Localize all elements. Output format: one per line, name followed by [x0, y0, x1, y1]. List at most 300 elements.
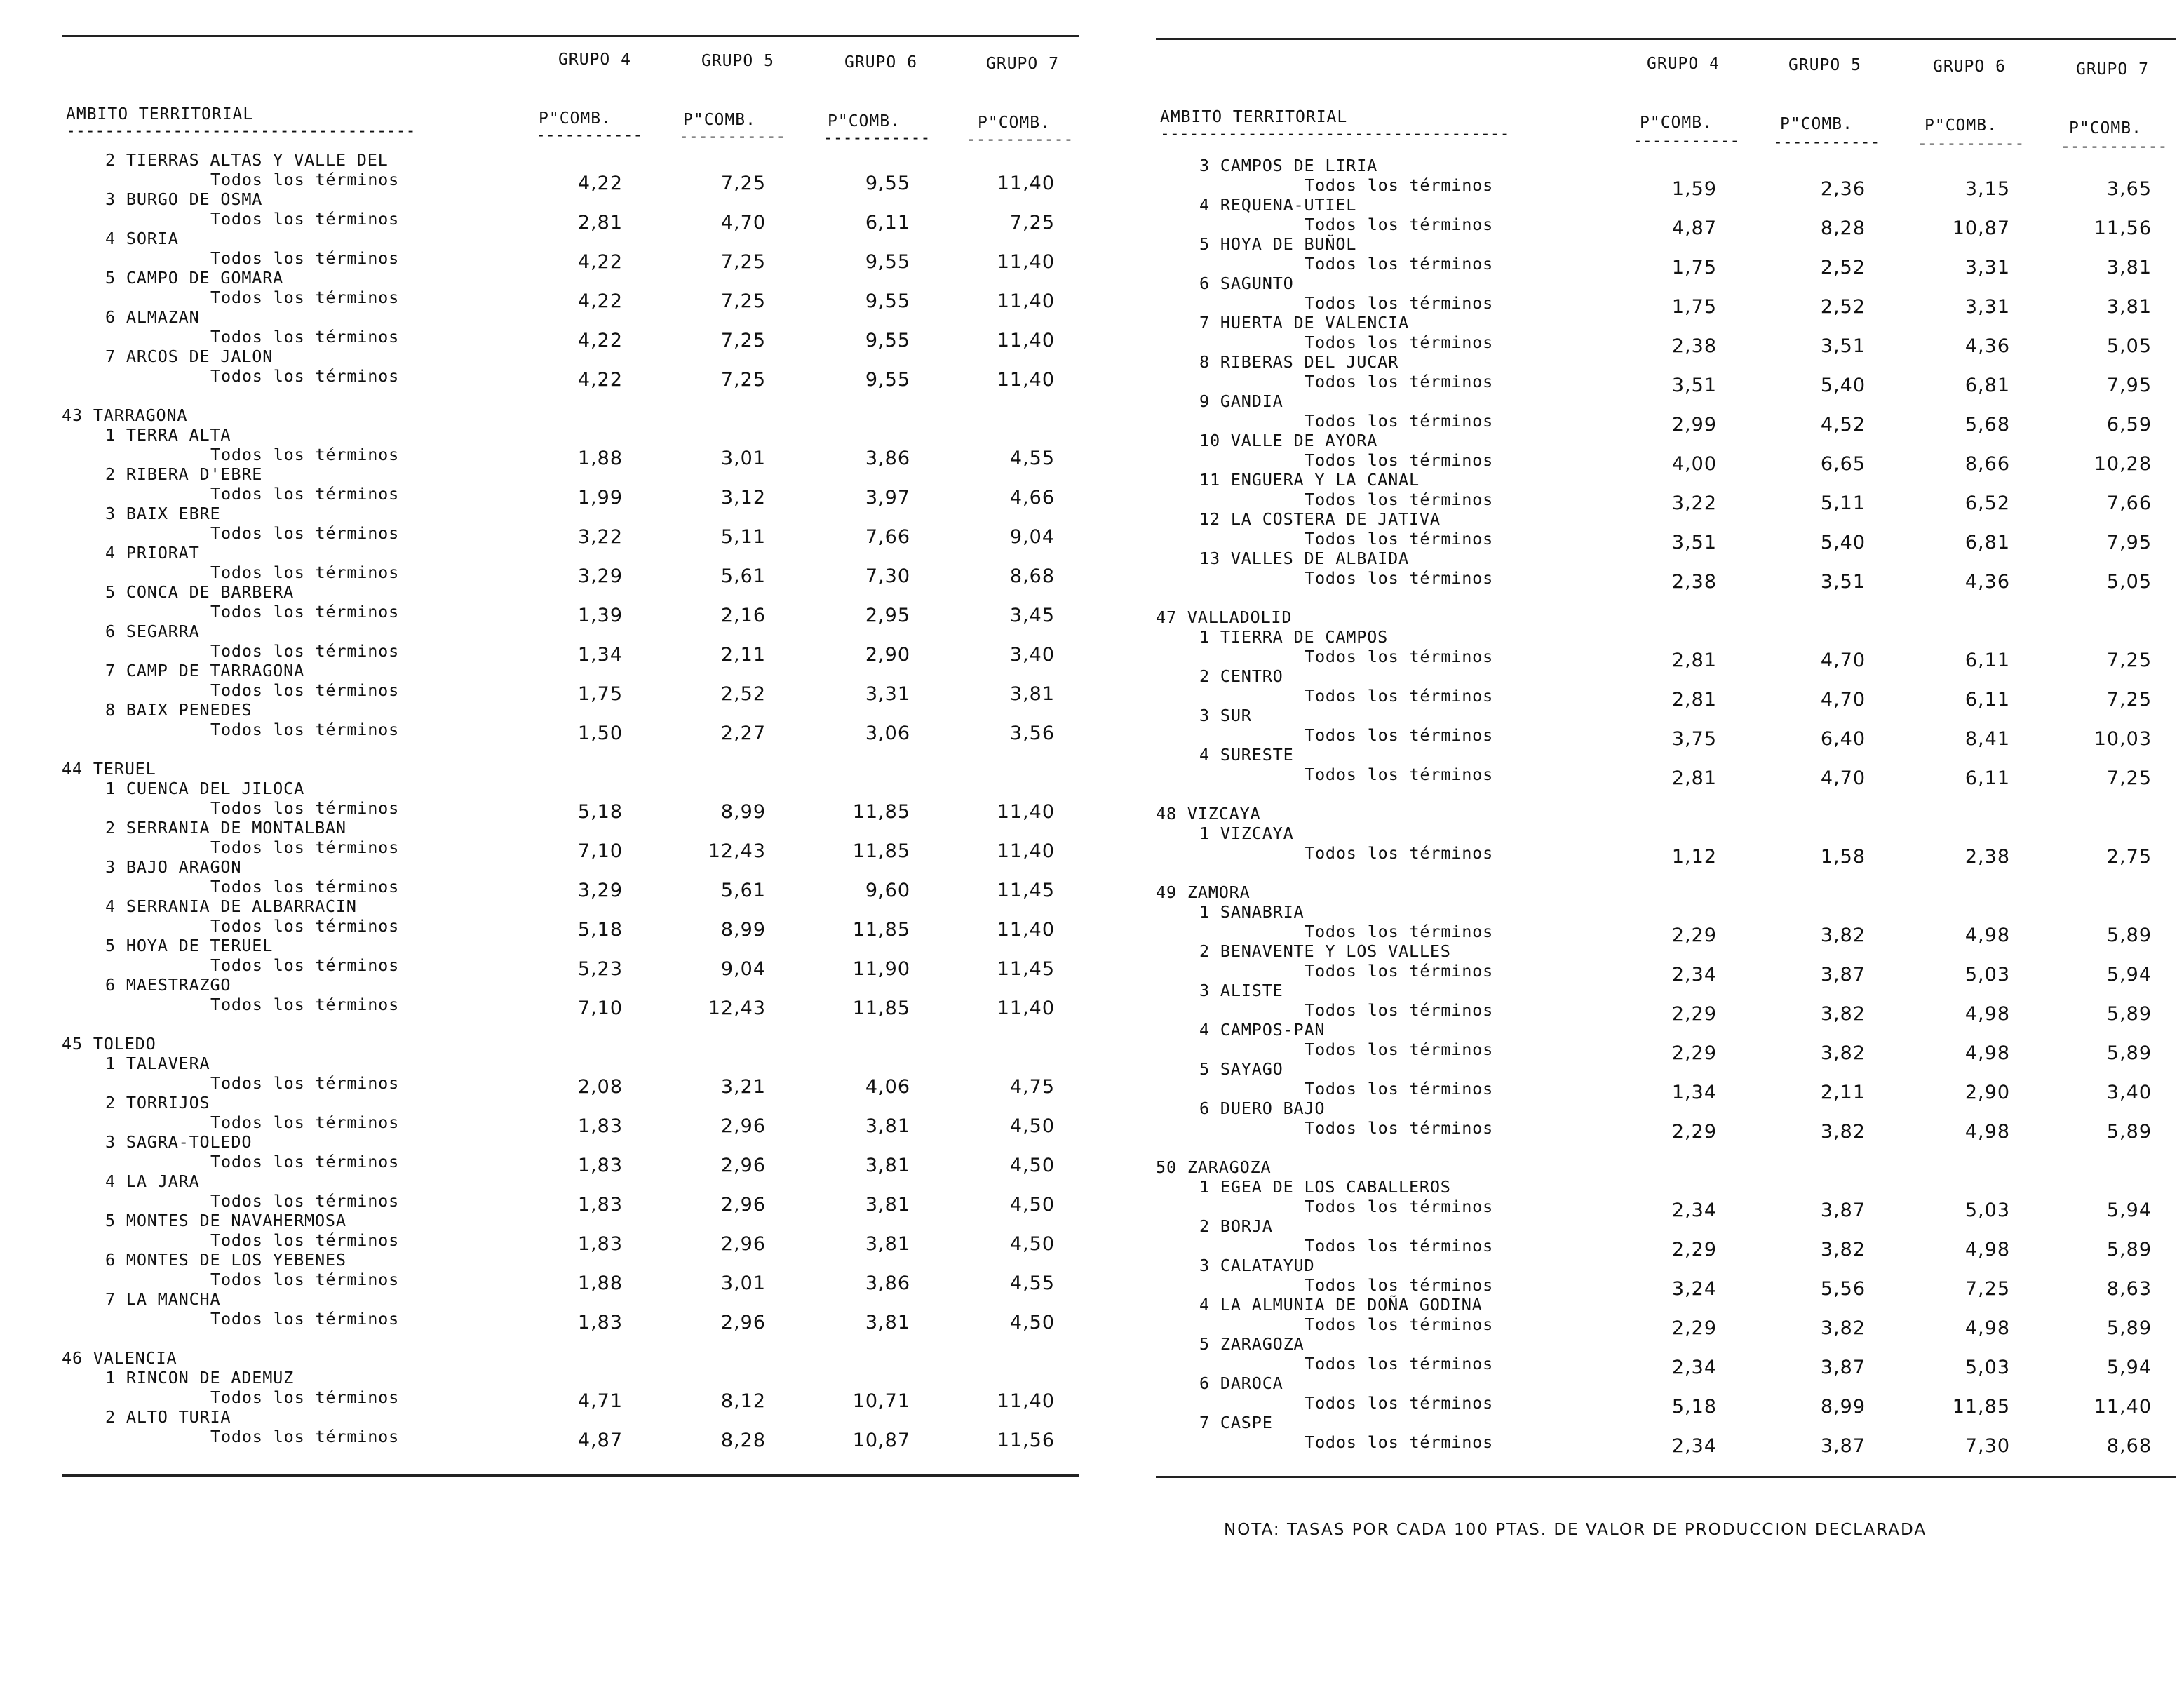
comarca-row: [62, 543, 1114, 563]
terminos-row: [62, 1230, 1114, 1255]
value-grupo-5: 6,40: [1820, 728, 1866, 750]
terminos-row: [62, 366, 1114, 391]
value-grupo-5: 3,87: [1820, 1357, 1866, 1378]
value-grupo-6: 10,87: [852, 1430, 910, 1451]
comarca-row: [1156, 941, 2184, 961]
value-grupo-6: 10,87: [1952, 217, 2010, 239]
row-label: 3 CALATAYUD: [1199, 1256, 1315, 1275]
row-label: 1 TERRA ALTA: [105, 425, 231, 445]
province-row: [1156, 1157, 2184, 1177]
terminos-row: [1156, 450, 2184, 475]
value-grupo-4: 1,88: [577, 1272, 623, 1294]
value-grupo-4: 4,22: [577, 330, 623, 351]
value-grupo-5: 2,96: [720, 1312, 766, 1333]
value-grupo-5: 2,52: [1820, 296, 1866, 318]
value-grupo-6: 4,98: [1964, 1317, 2010, 1339]
terminos-row: [1156, 1079, 2184, 1103]
row-label: 7 HUERTA DE VALENCIA: [1199, 313, 1409, 332]
terminos-row: [1156, 490, 2184, 514]
value-grupo-5: 5,61: [720, 880, 766, 901]
value-grupo-6: 4,98: [1964, 925, 2010, 946]
row-label: Todos los términos: [210, 1309, 400, 1329]
value-grupo-6: 4,98: [1964, 1003, 2010, 1025]
terminos-row: [62, 1191, 1114, 1216]
row-label: Todos los términos: [210, 170, 400, 189]
comarca-row: [62, 425, 1114, 445]
value-grupo-5: 8,99: [720, 801, 766, 823]
comarca-row: [62, 818, 1114, 838]
row-label: Todos los términos: [210, 1152, 400, 1171]
value-grupo-7: 3,40: [1009, 644, 1055, 666]
value-grupo-6: 4,36: [1964, 571, 2010, 593]
terminos-row: [62, 798, 1114, 823]
comarca-row: [1156, 1216, 2184, 1236]
row-label: Todos los términos: [1305, 1118, 1494, 1138]
row-label: 3 BURGO DE OSMA: [105, 189, 263, 209]
row-label: Todos los términos: [1305, 922, 1494, 941]
row-label: 4 PRIORAT: [105, 543, 200, 563]
comarca-row: [1156, 1413, 2184, 1432]
value-grupo-7: 7,25: [2106, 650, 2152, 671]
value-grupo-7: 11,45: [997, 880, 1055, 901]
row-label: Todos los términos: [1305, 1354, 1494, 1373]
terminos-row: [1156, 568, 2184, 593]
terminos-row: [62, 1152, 1114, 1176]
row-label: Todos los términos: [210, 641, 400, 661]
value-grupo-5: 3,82: [1820, 1121, 1866, 1143]
value-grupo-4: 7,10: [577, 997, 623, 1019]
value-grupo-4: 2,81: [1671, 689, 1717, 711]
value-grupo-7: 3,81: [1009, 683, 1055, 705]
row-label: Todos los términos: [210, 955, 400, 975]
comarca-row: [62, 1289, 1114, 1309]
row-label: Todos los términos: [1305, 1393, 1494, 1413]
value-grupo-6: 9,55: [865, 330, 910, 351]
value-grupo-7: 4,55: [1009, 448, 1055, 469]
value-grupo-7: 7,25: [2106, 689, 2152, 711]
value-grupo-6: 9,55: [865, 290, 910, 312]
value-grupo-4: 2,38: [1671, 335, 1717, 357]
header-ambito-underline: ------------------------------------: [1160, 125, 1510, 143]
value-grupo-5: 3,82: [1820, 1042, 1866, 1064]
value-grupo-5: 8,12: [720, 1390, 766, 1412]
header-grupo-5: GRUPO 5: [1788, 56, 1861, 74]
value-grupo-4: 2,08: [577, 1076, 623, 1098]
row-label: 7 CAMP DE TARRAGONA: [105, 661, 305, 680]
value-grupo-6: 3,81: [865, 1115, 910, 1137]
value-grupo-4: 2,81: [1671, 767, 1717, 789]
terminos-row: [1156, 1000, 2184, 1025]
value-grupo-7: 11,40: [997, 919, 1055, 941]
row-label: Todos los términos: [210, 798, 400, 818]
row-label: 3 SAGRA-TOLEDO: [105, 1132, 252, 1152]
terminos-row: [1156, 411, 2184, 436]
row-label: Todos los términos: [1305, 1040, 1494, 1059]
value-grupo-6: 4,98: [1964, 1121, 2010, 1143]
comarca-row: [1156, 431, 2184, 450]
comarca-row: [1156, 549, 2184, 568]
comarca-row: [1156, 1373, 2184, 1393]
value-grupo-5: 3,12: [720, 487, 766, 509]
row-label: Todos los términos: [210, 1113, 400, 1132]
row-label: 5 CONCA DE BARBERA: [105, 582, 295, 602]
value-grupo-6: 2,38: [1964, 846, 2010, 868]
value-grupo-5: 3,82: [1820, 1239, 1866, 1261]
terminos-row: [62, 288, 1114, 312]
row-label: Todos los términos: [1305, 1236, 1494, 1256]
value-grupo-5: 5,56: [1820, 1278, 1866, 1300]
value-grupo-7: 11,40: [997, 330, 1055, 351]
value-grupo-5: 4,70: [1820, 689, 1866, 711]
row-label: 48 VIZCAYA: [1156, 804, 1261, 824]
comarca-row: [1156, 1020, 2184, 1040]
row-label: 3 BAIX EBRE: [105, 504, 221, 523]
row-label: 4 SORIA: [105, 229, 179, 248]
terminos-row: [62, 1270, 1114, 1294]
header-pcomb-underline-6: -----------: [823, 129, 931, 147]
comarca-row: [1156, 666, 2184, 686]
row-label: Todos los términos: [210, 916, 400, 936]
value-grupo-6: 6,11: [1964, 767, 2010, 789]
value-grupo-6: 3,31: [1964, 296, 2010, 318]
header-grupo-5: GRUPO 5: [701, 52, 774, 70]
value-grupo-5: 7,25: [720, 330, 766, 351]
value-grupo-4: 1,83: [577, 1312, 623, 1333]
row-label: 2 SERRANIA DE MONTALBAN: [105, 818, 346, 838]
bottom-rule: [1156, 1476, 2176, 1478]
row-label: 8 BAIX PENEDES: [105, 700, 252, 720]
header-pcomb-underline-6: -----------: [1917, 135, 2025, 153]
value-grupo-6: 5,68: [1964, 414, 2010, 436]
value-grupo-4: 4,22: [577, 251, 623, 273]
terminos-row: [1156, 843, 2184, 868]
row-label: 6 DAROCA: [1199, 1373, 1283, 1393]
spacer-row: [62, 1329, 1114, 1348]
row-label: Todos los términos: [210, 563, 400, 582]
terminos-row: [1156, 647, 2184, 671]
value-grupo-4: 2,29: [1671, 1042, 1717, 1064]
value-grupo-4: 3,29: [577, 565, 623, 587]
value-grupo-4: 1,99: [577, 487, 623, 509]
comarca-row: [1156, 195, 2184, 215]
comarca-row: [1156, 1295, 2184, 1315]
value-grupo-4: 1,34: [577, 644, 623, 666]
comarca-row: [62, 229, 1114, 248]
value-grupo-7: 8,68: [1009, 565, 1055, 587]
value-grupo-6: 5,03: [1964, 1199, 2010, 1221]
terminos-row: [1156, 1040, 2184, 1064]
comarca-row: [1156, 981, 2184, 1000]
row-label: Todos los términos: [1305, 1275, 1494, 1295]
value-grupo-7: 5,89: [2106, 925, 2152, 946]
comarca-row: [62, 1093, 1114, 1113]
value-grupo-5: 8,99: [1820, 1396, 1866, 1418]
row-label: Todos los términos: [1305, 725, 1494, 745]
row-label: Todos los términos: [210, 288, 400, 307]
comarca-row: [62, 779, 1114, 798]
row-label: Todos los términos: [1305, 647, 1494, 666]
value-grupo-5: 12,43: [708, 997, 766, 1019]
value-grupo-6: 9,55: [865, 369, 910, 391]
header-pcomb-underline-7: -----------: [2061, 137, 2168, 156]
value-grupo-4: 3,22: [1671, 492, 1717, 514]
value-grupo-4: 2,29: [1671, 925, 1717, 946]
value-grupo-6: 6,11: [865, 212, 910, 234]
bottom-rule: [62, 1474, 1079, 1477]
value-grupo-5: 7,25: [720, 173, 766, 194]
value-grupo-5: 9,04: [720, 958, 766, 980]
row-label: 1 CUENCA DEL JILOCA: [105, 779, 305, 798]
value-grupo-4: 2,81: [577, 212, 623, 234]
terminos-row: [62, 1073, 1114, 1098]
header-ambito-territorial: AMBITO TERRITORIAL: [1160, 108, 1348, 126]
row-label: 49 ZAMORA: [1156, 882, 1251, 902]
value-grupo-6: 4,98: [1964, 1239, 2010, 1261]
row-label: Todos los términos: [1305, 843, 1494, 863]
value-grupo-5: 2,11: [720, 644, 766, 666]
row-label: 7 CASPE: [1199, 1413, 1273, 1432]
value-grupo-5: 2,16: [720, 605, 766, 626]
comarca-row: [62, 621, 1114, 641]
row-label: Todos los términos: [210, 445, 400, 464]
row-label: Todos los términos: [1305, 372, 1494, 391]
value-grupo-7: 11,40: [997, 1390, 1055, 1412]
row-label: 6 SEGARRA: [105, 621, 200, 641]
header-pcomb-underline-4: -----------: [536, 126, 643, 144]
value-grupo-5: 3,82: [1820, 925, 1866, 946]
header-ambito-territorial: AMBITO TERRITORIAL: [66, 105, 254, 123]
left-table-body: [62, 150, 1114, 1451]
header-ambito-underline: ------------------------------------: [66, 122, 416, 140]
value-grupo-4: 5,23: [577, 958, 623, 980]
value-grupo-6: 9,60: [865, 880, 910, 901]
row-label: Todos los términos: [210, 680, 400, 700]
comarca-row: [62, 975, 1114, 995]
row-label: 44 TERUEL: [62, 759, 156, 779]
row-label: 2 TIERRAS ALTAS Y VALLE DEL: [105, 150, 389, 170]
value-grupo-5: 3,01: [720, 448, 766, 469]
row-label: Todos los términos: [1305, 529, 1494, 549]
header-grupo-6: GRUPO 6: [1933, 58, 2006, 76]
row-label: 47 VALLADOLID: [1156, 607, 1293, 627]
row-label: Todos los términos: [1305, 490, 1494, 509]
comarca-row: [62, 1211, 1114, 1230]
comarca-row: [62, 896, 1114, 916]
value-grupo-5: 2,96: [720, 1155, 766, 1176]
row-label: 6 DUERO BAJO: [1199, 1098, 1326, 1118]
value-grupo-7: 4,50: [1009, 1194, 1055, 1216]
row-label: 3 BAJO ARAGON: [105, 857, 242, 877]
spacer-row: [1156, 588, 2184, 607]
value-grupo-7: 4,50: [1009, 1312, 1055, 1333]
value-grupo-7: 5,89: [2106, 1003, 2152, 1025]
value-grupo-6: 3,86: [865, 448, 910, 469]
value-grupo-5: 6,65: [1820, 453, 1866, 475]
value-grupo-5: 7,25: [720, 369, 766, 391]
header-pcomb-underline-4: -----------: [1633, 132, 1740, 150]
value-grupo-4: 3,51: [1671, 375, 1717, 396]
value-grupo-6: 3,81: [865, 1155, 910, 1176]
row-label: 9 GANDIA: [1199, 391, 1283, 411]
value-grupo-7: 5,05: [2106, 571, 2152, 593]
province-row: [62, 1348, 1114, 1368]
value-grupo-6: 6,81: [1964, 532, 2010, 553]
value-grupo-4: 3,51: [1671, 532, 1717, 553]
terminos-row: [62, 1113, 1114, 1137]
value-grupo-6: 7,25: [1964, 1278, 2010, 1300]
row-label: 6 ALMAZAN: [105, 307, 200, 327]
value-grupo-7: 4,75: [1009, 1076, 1055, 1098]
value-grupo-4: 4,87: [1671, 217, 1717, 239]
value-grupo-6: 3,06: [865, 722, 910, 744]
value-grupo-7: 10,28: [2094, 453, 2152, 475]
value-grupo-4: 1,39: [577, 605, 623, 626]
value-grupo-7: 3,40: [2106, 1082, 2152, 1103]
value-grupo-6: 3,15: [1964, 178, 2010, 200]
value-grupo-4: 2,81: [1671, 650, 1717, 671]
value-grupo-6: 11,85: [1952, 1396, 2010, 1418]
header-pcomb-5: P"COMB.: [1780, 115, 1853, 133]
row-label: Todos los términos: [1305, 254, 1494, 274]
value-grupo-4: 2,34: [1671, 1435, 1717, 1457]
row-label: 6 SAGUNTO: [1199, 274, 1294, 293]
value-grupo-4: 1,83: [577, 1194, 623, 1216]
value-grupo-5: 3,01: [720, 1272, 766, 1294]
header-pcomb-6: P"COMB.: [1925, 116, 1997, 135]
value-grupo-7: 5,94: [2106, 1199, 2152, 1221]
value-grupo-4: 2,29: [1671, 1121, 1717, 1143]
terminos-row: [62, 955, 1114, 980]
value-grupo-7: 5,94: [2106, 1357, 2152, 1378]
value-grupo-5: 2,96: [720, 1115, 766, 1137]
value-grupo-7: 7,25: [2106, 767, 2152, 789]
row-label: 2 TORRIJOS: [105, 1093, 210, 1113]
row-label: 5 CAMPO DE GOMARA: [105, 268, 284, 288]
row-label: 4 REQUENA-UTIEL: [1199, 195, 1357, 215]
row-label: 6 MONTES DE LOS YEBENES: [105, 1250, 346, 1270]
value-grupo-7: 3,65: [2106, 178, 2152, 200]
value-grupo-7: 4,66: [1009, 487, 1055, 509]
value-grupo-5: 5,40: [1820, 532, 1866, 553]
value-grupo-5: 3,87: [1820, 1435, 1866, 1457]
value-grupo-4: 3,22: [577, 526, 623, 548]
terminos-row: [62, 995, 1114, 1019]
row-label: Todos los términos: [210, 1270, 400, 1289]
comarca-row: [1156, 470, 2184, 490]
spacer-row: [1156, 863, 2184, 882]
terminos-row: [62, 484, 1114, 509]
value-grupo-5: 2,96: [720, 1194, 766, 1216]
value-grupo-7: 3,56: [1009, 722, 1055, 744]
province-row: [62, 1034, 1114, 1054]
row-label: 7 ARCOS DE JALON: [105, 347, 274, 366]
terminos-row: [1156, 1315, 2184, 1339]
comarca-row: [62, 464, 1114, 484]
terminos-row: [1156, 1236, 2184, 1261]
row-label: Todos los términos: [1305, 293, 1494, 313]
comarca-row: [1156, 274, 2184, 293]
value-grupo-6: 6,52: [1964, 492, 2010, 514]
value-grupo-5: 4,70: [1820, 767, 1866, 789]
row-label: Todos los términos: [210, 1230, 400, 1250]
comarca-row: [62, 661, 1114, 680]
value-grupo-5: 3,51: [1820, 335, 1866, 357]
comarca-row: [62, 857, 1114, 877]
comarca-row: [62, 1407, 1114, 1427]
value-grupo-6: 3,31: [865, 683, 910, 705]
row-label: 5 MONTES DE NAVAHERMOSA: [105, 1211, 346, 1230]
row-label: Todos los términos: [1305, 215, 1494, 234]
terminos-row: [62, 563, 1114, 587]
province-row: [62, 759, 1114, 779]
row-label: 6 MAESTRAZGO: [105, 975, 231, 995]
comarca-row: [1156, 234, 2184, 254]
row-label: Todos los términos: [1305, 450, 1494, 470]
value-grupo-7: 3,45: [1009, 605, 1055, 626]
comarca-row: [62, 1250, 1114, 1270]
value-grupo-7: 11,40: [2094, 1396, 2152, 1418]
value-grupo-5: 8,28: [720, 1430, 766, 1451]
comarca-row: [1156, 1059, 2184, 1079]
row-label: Todos los términos: [210, 248, 400, 268]
comarca-row: [1156, 745, 2184, 765]
value-grupo-5: 4,52: [1820, 414, 1866, 436]
value-grupo-4: 5,18: [577, 919, 623, 941]
value-grupo-4: 1,88: [577, 448, 623, 469]
value-grupo-6: 2,90: [865, 644, 910, 666]
province-row: [1156, 882, 2184, 902]
row-label: 13 VALLES DE ALBAIDA: [1199, 549, 1409, 568]
value-grupo-7: 11,40: [997, 251, 1055, 273]
value-grupo-4: 3,24: [1671, 1278, 1717, 1300]
value-grupo-4: 4,00: [1671, 453, 1717, 475]
value-grupo-5: 3,82: [1820, 1003, 1866, 1025]
value-grupo-6: 8,66: [1964, 453, 2010, 475]
row-label: Todos los términos: [210, 1427, 400, 1446]
province-row: [1156, 804, 2184, 824]
terminos-row: [1156, 293, 2184, 318]
terminos-row: [62, 680, 1114, 705]
row-label: Todos los términos: [1305, 1000, 1494, 1020]
row-label: Todos los términos: [210, 720, 400, 739]
row-label: Todos los términos: [210, 995, 400, 1014]
value-grupo-5: 4,70: [1820, 650, 1866, 671]
row-label: Todos los términos: [210, 838, 400, 857]
value-grupo-6: 3,81: [865, 1233, 910, 1255]
value-grupo-7: 7,25: [1009, 212, 1055, 234]
comarca-row: [1156, 391, 2184, 411]
value-grupo-7: 11,56: [997, 1430, 1055, 1451]
comarca-row: [1156, 1334, 2184, 1354]
row-label: 4 LA JARA: [105, 1171, 200, 1191]
row-label: 2 RIBERA D'EBRE: [105, 464, 263, 484]
value-grupo-4: 2,34: [1671, 1199, 1717, 1221]
terminos-row: [62, 602, 1114, 626]
value-grupo-5: 3,87: [1820, 964, 1866, 986]
header-pcomb-4: P"COMB.: [1640, 114, 1713, 132]
value-grupo-4: 1,50: [577, 722, 623, 744]
value-grupo-6: 11,85: [852, 919, 910, 941]
value-grupo-7: 8,63: [2106, 1278, 2152, 1300]
row-label: Todos los términos: [1305, 961, 1494, 981]
row-label: 4 SURESTE: [1199, 745, 1294, 765]
terminos-row: [1156, 1432, 2184, 1457]
value-grupo-4: 4,87: [577, 1430, 623, 1451]
value-grupo-4: 1,75: [1671, 257, 1717, 278]
value-grupo-5: 5,61: [720, 565, 766, 587]
row-label: 1 VIZCAYA: [1199, 824, 1294, 843]
comarca-row: [62, 700, 1114, 720]
